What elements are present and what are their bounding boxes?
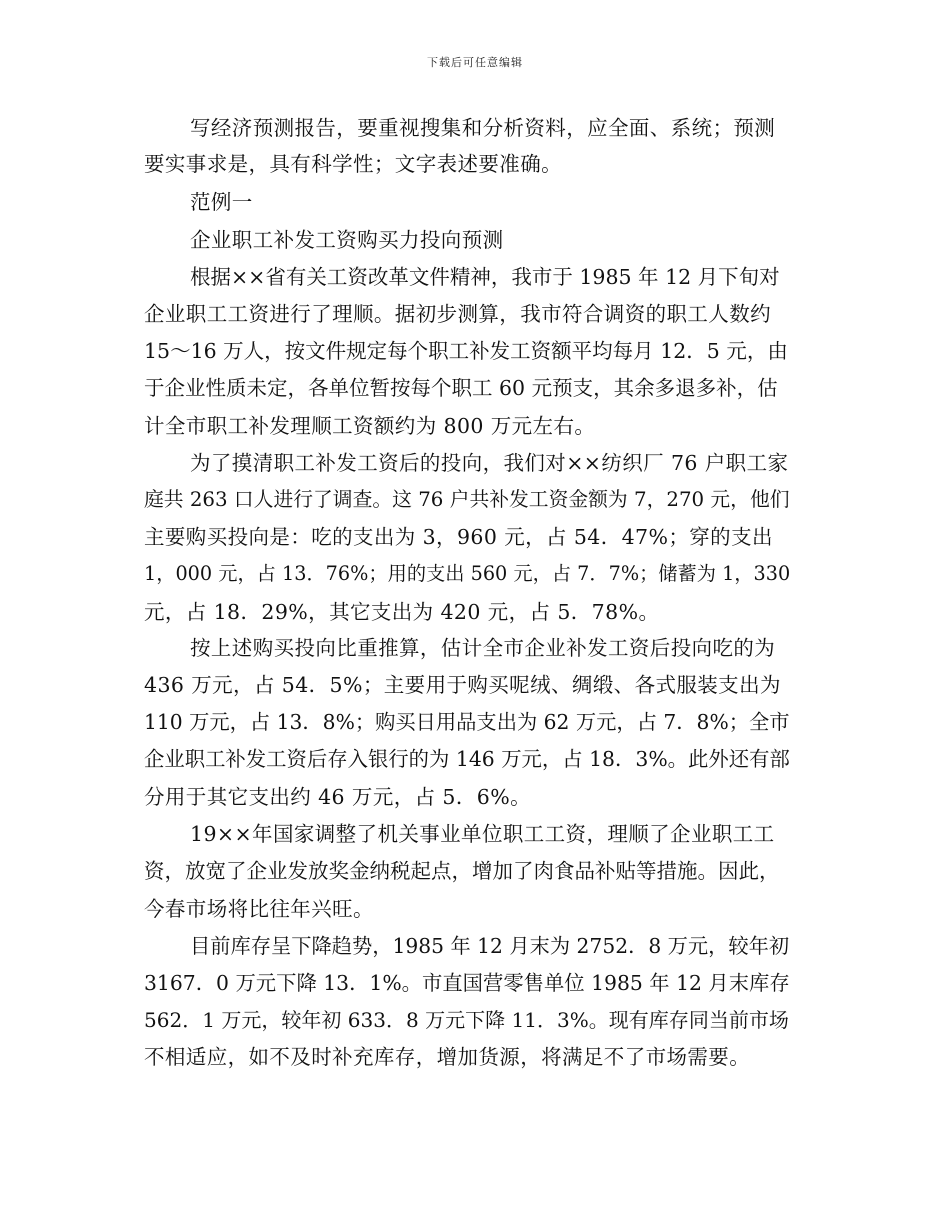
text-line: 根据××省有关工资改革文件精神，我市于 1985 年 12 月下旬对	[190, 265, 780, 289]
text-line: 今春市场将比往年兴旺。	[144, 897, 374, 921]
text-line: 不相适应，如不及时补充库存，增加货源，将满足不了市场需要。	[144, 1045, 751, 1069]
text-line: 主要购买投向是：吃的支出为 3，960 元，占 54．47%；穿的支出	[144, 525, 773, 549]
text-line: 范例一	[190, 190, 253, 214]
text-line: 要实事求是，具有科学性；文字表述要准确。	[144, 152, 562, 176]
text-line: 庭共 263 口人进行了调查。这 76 户共补发工资金额为 7，270 元，他们	[144, 488, 790, 511]
text-line: 19××年国家调整了机关事业单位职工工资，理顺了企业职工工	[190, 822, 775, 846]
text-line: 分用于其它支出约 46 万元，占 5．6%。	[144, 785, 531, 809]
text-line: 写经济预测报告，要重视搜集和分析资料，应全面、系统；预测	[190, 116, 776, 140]
text-line: 企业职工补发工资购买力投向预测	[190, 228, 504, 252]
text-line: 计全市职工补发理顺工资额约为 800 万元左右。	[144, 414, 596, 438]
text-line: 3167．0 万元下降 13．1%。市直国营零售单位 1985 年 12 月末库存	[144, 971, 790, 995]
page-header: 下载后可任意编辑	[427, 56, 523, 69]
text-line: 于企业性质未定，各单位暂按每个职工 60 元预支，其余多退多补，估	[144, 376, 778, 400]
text-line: 企业职工补发工资后存入银行的为 146 万元，占 18．3%。此外还有部	[144, 747, 790, 771]
text-line: 为了摸清职工补发工资后的投向，我们对××纺织厂 76 户职工家	[190, 451, 789, 475]
text-line: 15～16 万人，按文件规定每个职工补发工资额平均每月 12．5 元，由	[144, 339, 788, 363]
text-line: 资，放宽了企业发放奖金纳税起点，增加了肉食品补贴等措施。因此，	[144, 859, 780, 883]
text-line: 按上述购买投向比重推算，估计全市企业补发工资后投向吃的为	[190, 636, 776, 660]
text-line: 目前库存呈下降趋势，1985 年 12 月末为 2752．8 万元，较年初	[190, 934, 790, 958]
text-line: 562．1 万元，较年初 633．8 万元下降 11．3%。现有库存同当前市场	[144, 1008, 789, 1032]
text-line: 436 万元，占 54．5%；主要用于购买呢绒、绸缎、各式服装支出为	[144, 673, 781, 697]
text-line: 110 万元，占 13．8%；购买日用品支出为 62 万元，占 7．8%；全市	[144, 710, 790, 734]
text-line: 1，000 元，占 13．76%；用的支出 560 元，占 7．7%；储蓄为 1，330	[144, 562, 791, 585]
text-line: 企业职工工资进行了理顺。据初步测算，我市符合调资的职工人数约	[144, 302, 771, 326]
text-line: 元，占 18．29%，其它支出为 420 元，占 5．78%。	[144, 600, 660, 624]
